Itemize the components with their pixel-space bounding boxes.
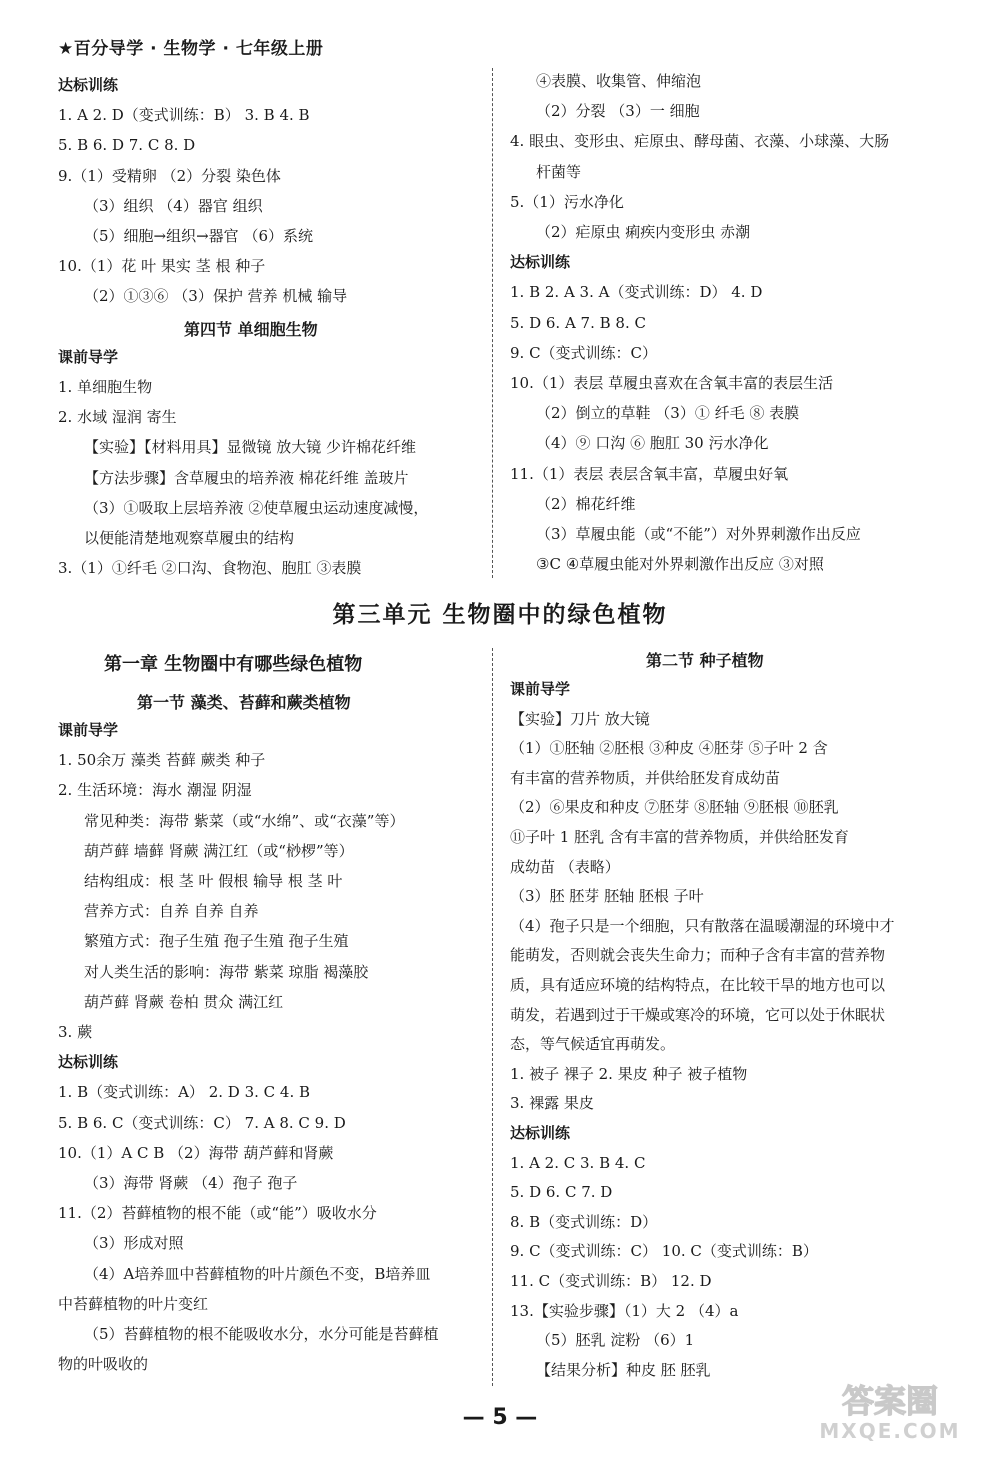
answer-line: 【实验】刀片 放大镜 — [510, 709, 650, 728]
answer-line: 常见种类：海带 紫菜（或“水绵”、或“衣藻”等） — [84, 811, 405, 830]
answer-line: （4）⑨ 口沟 ⑥ 胞肛 30 污水净化 — [536, 434, 769, 453]
answer-line: 5. B 6. C（变式训练：C） 7. A 8. C 9. D — [58, 1113, 346, 1132]
answer-line: ④表膜、收集管、伸缩泡 — [536, 72, 702, 90]
answer-line: （1）①胚轴 ②胚根 ③种皮 ④胚芽 ⑤子叶 2 含 — [510, 739, 828, 758]
section-title-seed-plants: 第二节 种子植物 — [646, 651, 764, 670]
answer-line: 物的叶吸收的 — [58, 1355, 149, 1374]
watermark-top-text: 答案圈 — [841, 1382, 939, 1420]
answer-line: 5. B 6. D 7. C 8. D — [58, 136, 196, 155]
answer-line: 1. 单细胞生物 — [58, 378, 153, 396]
answer-line: （2）疟原虫 痢疾内变形虫 赤潮 — [536, 223, 751, 241]
answer-line: 葫芦藓 墙藓 肾蕨 满江红（或“桫椤”等） — [84, 841, 354, 860]
answer-line: 态，等气候适宜再萌发。 — [510, 1035, 676, 1054]
subheading: 课前导学 — [58, 347, 119, 366]
answer-line: 能萌发，否则就会丧失生命力；而种子含有丰富的营养物 — [510, 946, 886, 965]
chapter-title: 第一章 生物圈中有哪些绿色植物 — [104, 654, 363, 675]
answer-line: 3. 蕨 — [58, 1023, 93, 1041]
answer-line: （5）苔藓植物的根不能吸收水分，水分可能是苔藓植 — [84, 1325, 439, 1343]
column-divider-bottom — [492, 648, 493, 1386]
answer-line: （2）倒立的草鞋 （3）① 纤毛 ⑧ 表膜 — [536, 404, 800, 423]
answer-line: （4）A培养皿中苔藓植物的叶片颜色不变，B培养皿 — [84, 1264, 431, 1283]
answer-line: 4. 眼虫、变形虫、疟原虫、酵母菌、衣藻、小球藻、大肠 — [510, 132, 890, 151]
answer-line: 以便能清楚地观察草履虫的结构 — [84, 529, 295, 547]
answer-line: （2）分裂 （3）一 细胞 — [536, 102, 700, 121]
subheading: 达标训练 — [510, 253, 571, 272]
column-divider-top — [492, 68, 493, 578]
answer-line: （3）海带 肾蕨 （4）孢子 孢子 — [84, 1174, 298, 1192]
unit-title: 第三单元 生物圈中的绿色植物 — [332, 602, 668, 628]
answer-line: 1. 50余万 藻类 苔藓 蕨类 种子 — [58, 751, 266, 770]
answer-line: 5. D 6. A 7. B 8. C — [510, 313, 646, 332]
answer-line: 10.（1）A C B （2）海带 葫芦藓和肾蕨 — [58, 1143, 334, 1162]
answer-line: （5）胚乳 淀粉 （6）1 — [536, 1331, 695, 1350]
answer-line: 9.（1）受精卵 （2）分裂 染色体 — [58, 166, 281, 185]
answer-line: 杆菌等 — [536, 162, 582, 181]
answer-line: 成幼苗 （表略） — [510, 857, 620, 876]
answer-line: （3）组织 （4）器官 组织 — [84, 196, 263, 215]
answer-line: 有丰富的营养物质，并供给胚发育成幼苗 — [510, 768, 781, 787]
page-header: ★百分导学 · 生物学 · 七年级上册 — [58, 39, 324, 59]
answer-line: 1. A 2. D（变式训练：B） 3. B 4. B — [58, 106, 310, 125]
answer-line: 8. B（变式训练：D） — [510, 1212, 658, 1231]
answer-line: 3. 裸露 果皮 — [510, 1094, 594, 1113]
subheading: 达标训练 — [58, 1053, 119, 1072]
answer-line: （4）孢子只是一个细胞，只有散落在温暖潮湿的环境中才 — [510, 916, 895, 935]
answer-line: ⑪子叶 1 胚乳 含有丰富的营养物质，并供给胚发育 — [510, 828, 849, 846]
answer-line: 5.（1）污水净化 — [510, 192, 624, 211]
answer-line: 11.（1）表层 表层含氧丰富，草履虫好氧 — [510, 464, 789, 483]
answer-line: 对人类生活的影响：海带 紫菜 琼脂 褐藻胶 — [84, 962, 369, 981]
answer-line: （5）细胞→组织→器官 （6）系统 — [84, 227, 313, 245]
answer-line: 【方法步骤】含草履虫的培养液 棉花纤维 盖玻片 — [84, 468, 409, 487]
page-number: — 5 — — [462, 1405, 538, 1430]
answer-line: 9. C（变式训练：C） — [510, 343, 658, 362]
answer-line: 5. D 6. C 7. D — [510, 1183, 613, 1202]
answer-line: 结构组成：根 茎 叶 假根 输导 根 茎 叶 — [84, 872, 343, 890]
answer-line: 3.（1）①纤毛 ②口沟、食物泡、胞肛 ③表膜 — [58, 559, 362, 578]
subheading: 课前导学 — [58, 721, 119, 739]
answer-line: 中苔藓植物的叶片变红 — [58, 1294, 209, 1313]
answer-line: 1. A 2. C 3. B 4. C — [510, 1153, 646, 1172]
answer-line: （3）形成对照 — [84, 1234, 184, 1253]
answer-line: 2. 水域 湿润 寄生 — [58, 408, 177, 427]
answer-line: （3）草履虫能（或“不能”）对外界刺激作出反应 — [536, 525, 861, 543]
answer-line: 1. B 2. A 3. A（变式训练：D） 4. D — [510, 283, 763, 302]
subheading: 课前导学 — [510, 680, 571, 698]
answer-line: 营养方式：自养 自养 自养 — [84, 902, 259, 921]
answer-line: 11.（2）苔藓植物的根不能（或“能”）吸收水分 — [58, 1204, 377, 1223]
answer-line: （3）①吸取上层培养液 ②使草履虫运动速度减慢， — [84, 498, 429, 517]
answer-line: 葫芦藓 肾蕨 卷柏 贯众 满江红 — [84, 992, 284, 1011]
answer-line: （2）棉花纤维 — [536, 494, 636, 513]
answer-line: 繁殖方式：孢子生殖 孢子生殖 孢子生殖 — [84, 932, 349, 951]
answer-line: 1. 被子 裸子 2. 果皮 种子 被子植物 — [510, 1064, 748, 1083]
answer-line: 【实验】【材料用具】显微镜 放大镜 少许棉花纤维 — [84, 438, 417, 457]
answer-line: 10.（1）表层 草履虫喜欢在含氧丰富的表层生活 — [510, 374, 834, 392]
answer-line: （2）①③⑥ （3）保护 营养 机械 输导 — [84, 287, 348, 306]
answer-line: 10.（1）花 叶 果实 茎 根 种子 — [58, 257, 266, 276]
answer-line: 11. C（变式训练：B） 12. D — [510, 1272, 712, 1290]
watermark-logo — [800, 1378, 980, 1444]
answer-line: 13.【实验步骤】（1）大 2 （4）a — [510, 1301, 739, 1320]
answer-line: 9. C（变式训练：C） 10. C（变式训练：B） — [510, 1242, 818, 1261]
answer-line: 2. 生活环境：海水 潮湿 阴湿 — [58, 781, 252, 800]
answer-line: 1. B（变式训练：A） 2. D 3. C 4. B — [58, 1083, 311, 1102]
answer-line: ③C ④草履虫能对外界刺激作出反应 ③对照 — [536, 555, 824, 574]
answer-line: 萌发，若遇到过于干燥或寒冷的环境，它可以处于休眠状 — [510, 1005, 886, 1024]
answer-line: （3）胚 胚芽 胚轴 胚根 子叶 — [510, 887, 704, 906]
watermark-bottom-text: MXQE.COM — [819, 1419, 961, 1443]
answer-line: 【结果分析】种皮 胚 胚乳 — [536, 1360, 711, 1379]
subheading: 达标训练 — [58, 76, 119, 94]
section-title-algae: 第一节 藻类、苔藓和蕨类植物 — [137, 693, 351, 712]
section-title: 第四节 单细胞生物 — [184, 319, 318, 339]
answer-line: （2）⑥果皮和种皮 ⑦胚芽 ⑧胚轴 ⑨胚根 ⑩胚乳 — [510, 798, 839, 817]
subheading: 达标训练 — [510, 1124, 571, 1142]
answer-line: 质，具有适应环境的结构特点，在比较干旱的地方也可以 — [510, 976, 886, 994]
